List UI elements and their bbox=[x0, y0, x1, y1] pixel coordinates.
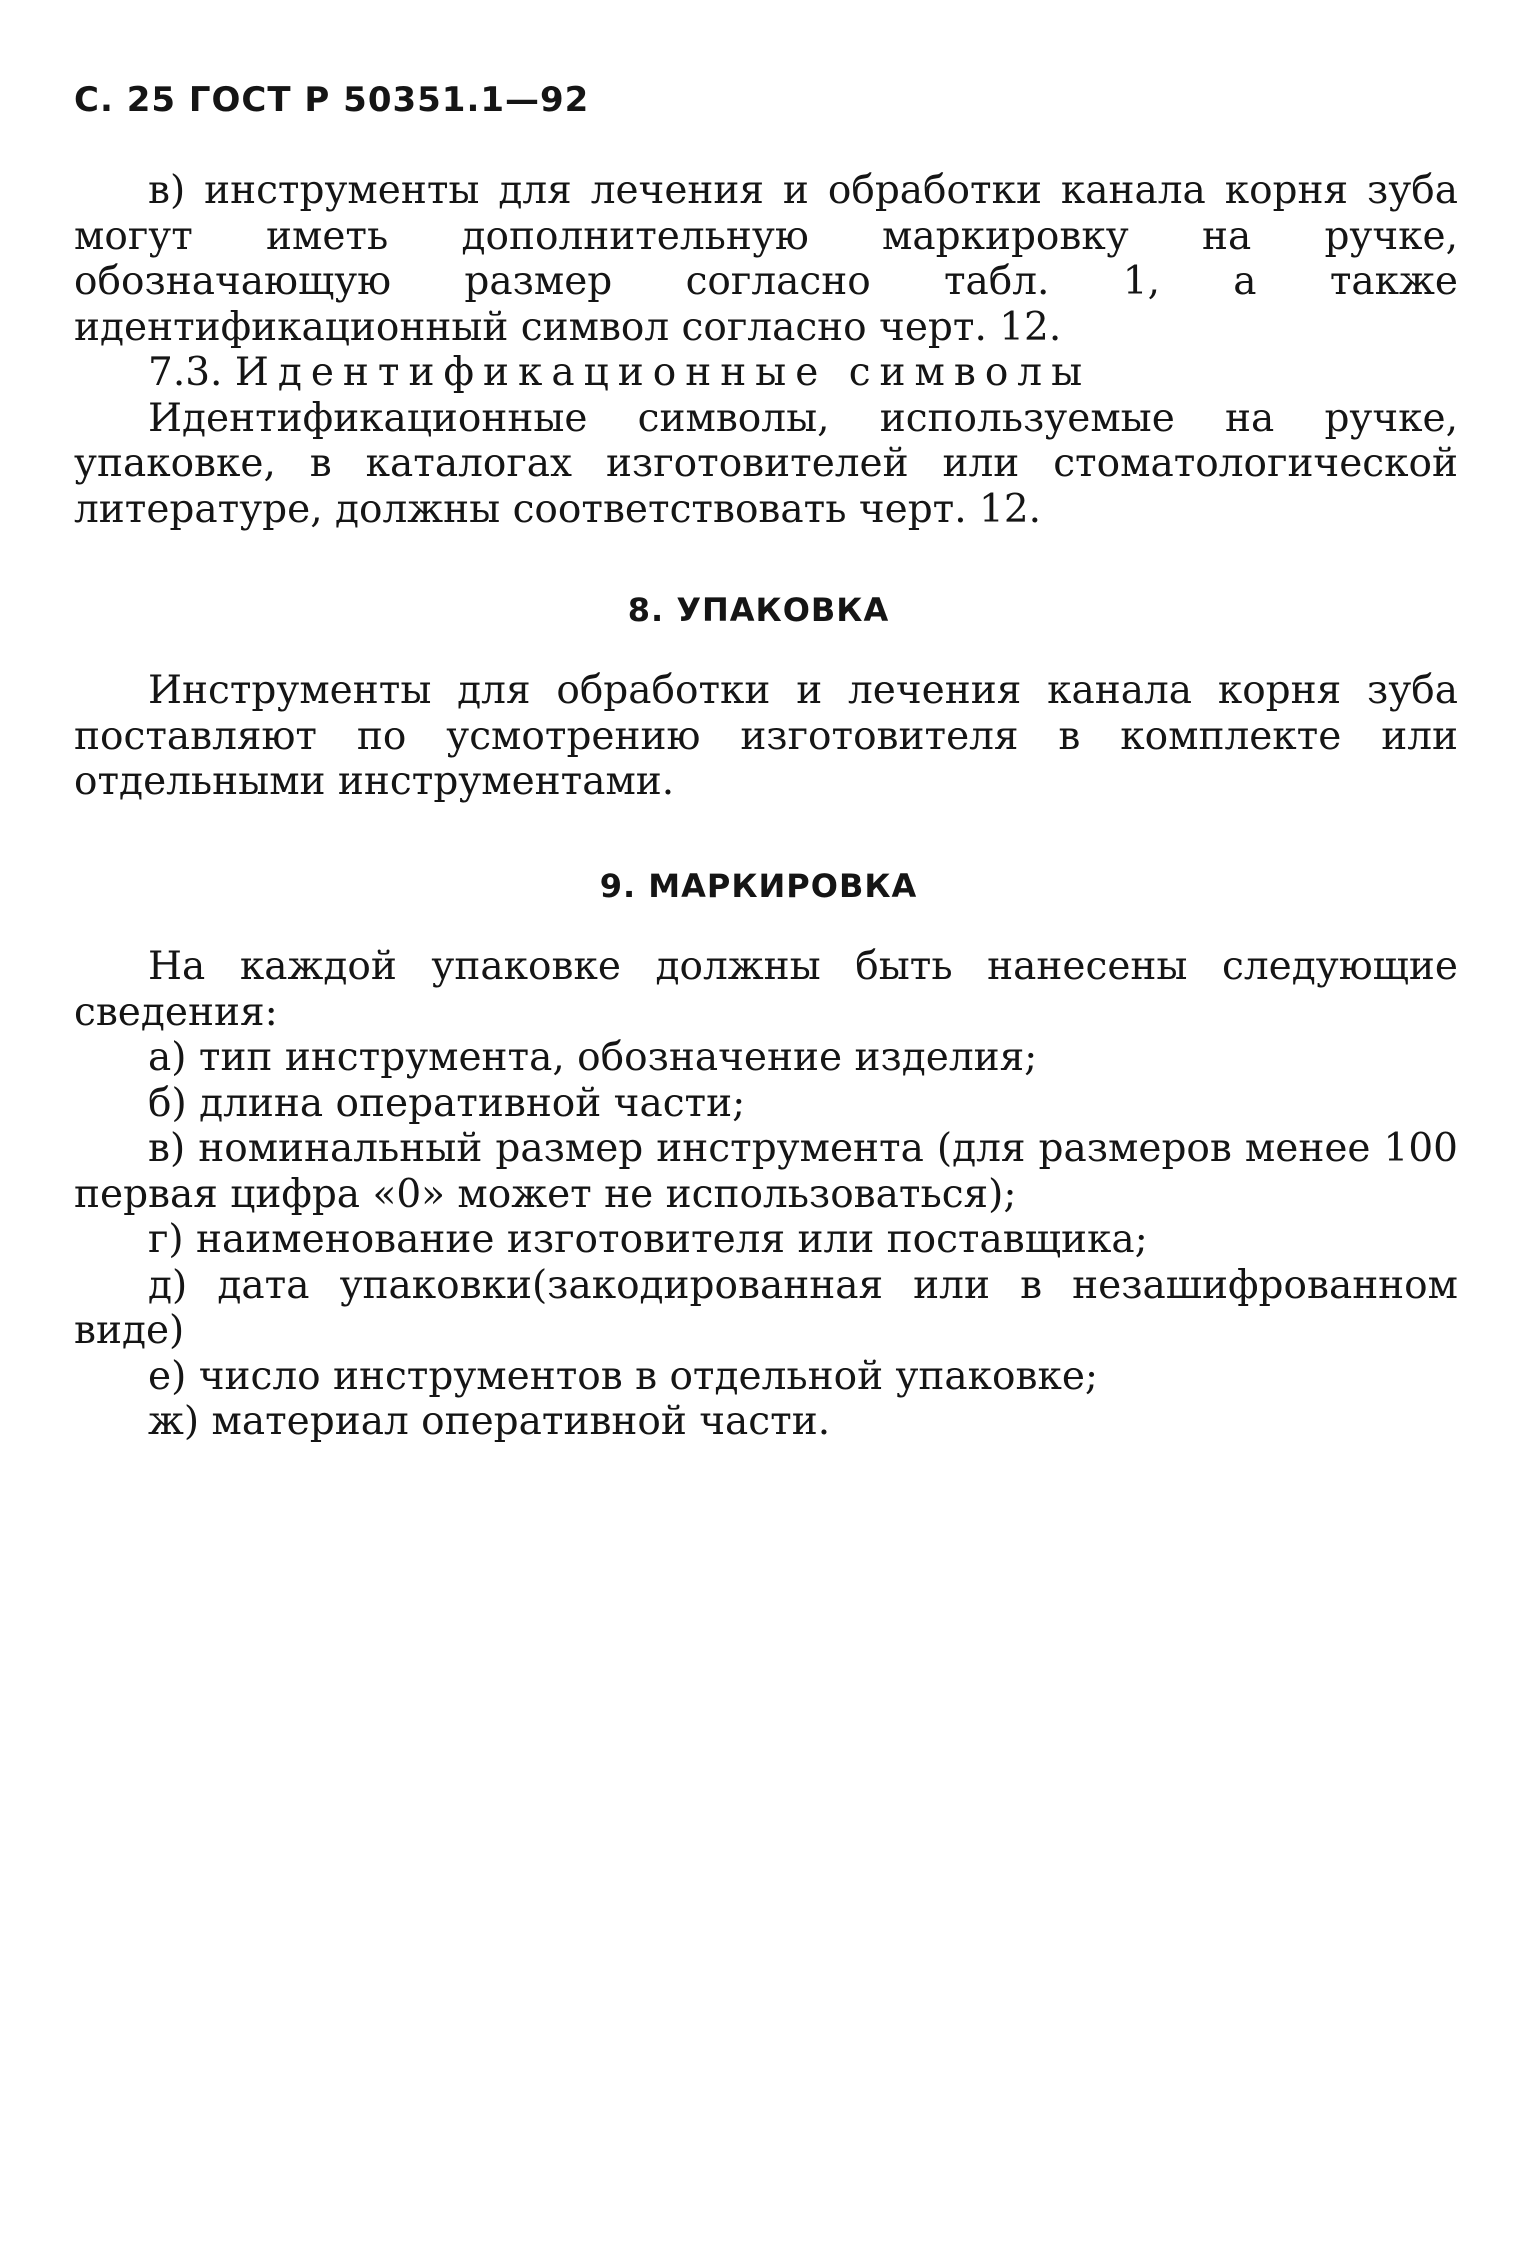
section-8-block bbox=[74, 668, 1458, 805]
list-item-g: г) наименование изготовителя или поставщика; bbox=[148, 1217, 1148, 1262]
paragraph-7-2-v: в) инструменты для лечения и обработки канала корня зуба могут иметь дополнительную маркировку на ручке, обозначающую размер согласно табл. 1, а также идентификационный символ согласно черт. 12. bbox=[74, 168, 1458, 350]
list-item-b: б) длина оперативной части; bbox=[148, 1080, 746, 1126]
section-9-block bbox=[74, 944, 1458, 1445]
section-9-title: 9. МАРКИРОВКА bbox=[599, 867, 918, 905]
clause-7-3-title: Идентификационные символы bbox=[234, 350, 1092, 395]
list-item-e: е) число инструментов в отдельной упаковке; bbox=[148, 1353, 1099, 1399]
clause-7-3-number: 7.3. bbox=[148, 350, 223, 395]
list-item-v: в) номинальный размер инструмента (для размеров менее 100 первая цифра «0» может не использоваться); bbox=[74, 1126, 1458, 1217]
list-item-d: д) дата упаковки(закодированная или в незашифрованном виде) bbox=[74, 1262, 1458, 1353]
list-item-zh: ж) материал оперативной части. bbox=[148, 1399, 831, 1444]
paragraph-9-intro: На каждой упаковке должны быть нанесены следующие сведения: bbox=[74, 944, 1458, 1035]
clause-7-3-heading bbox=[74, 350, 1458, 396]
section-7-block bbox=[74, 168, 1458, 532]
paragraph-7-3: Идентификационные символы, используемые на ручке, упаковке, в каталогах изготовителей или стоматологической литературе, должны соответствовать черт. 12. bbox=[74, 395, 1458, 532]
section-8-title: 8. УПАКОВКА bbox=[627, 591, 890, 629]
page-header: С. 25 ГОСТ Р 50351.1—92 bbox=[74, 80, 590, 120]
list-item-a: а) тип инструмента, обозначение изделия; bbox=[148, 1035, 1038, 1080]
paragraph-8: Инструменты для обработки и лечения канала корня зуба поставляют по усмотрению изготовителя в комплекте или отдельными инструментами. bbox=[74, 668, 1458, 804]
